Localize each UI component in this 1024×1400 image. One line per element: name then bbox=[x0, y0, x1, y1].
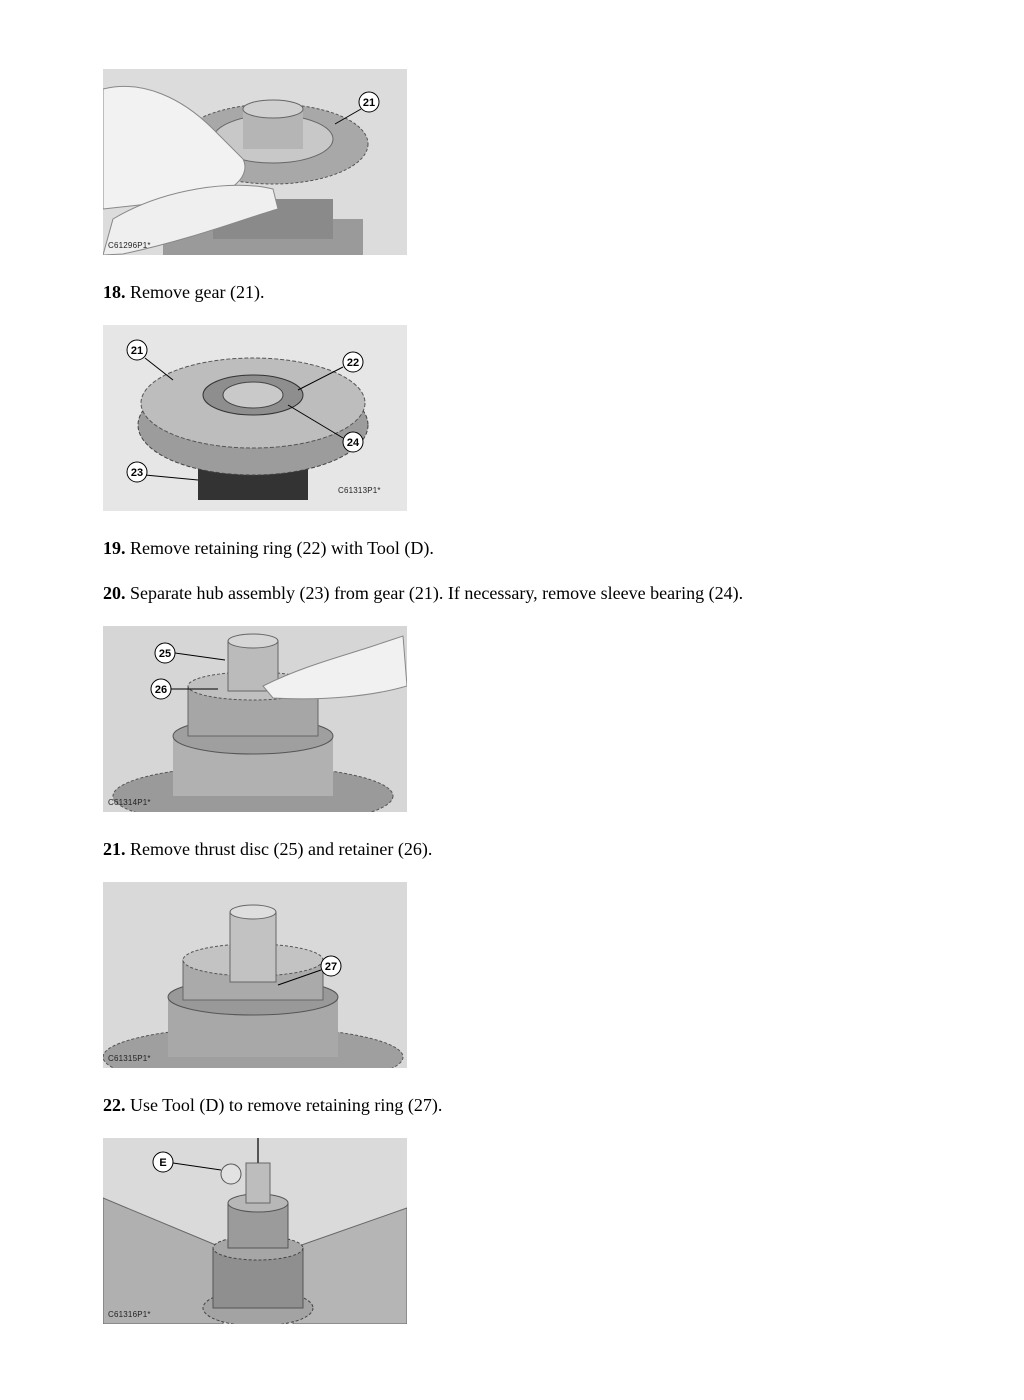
svg-text:E: E bbox=[159, 1157, 167, 1169]
step-22 bbox=[103, 1094, 442, 1116]
step-text: Remove retaining ring (22) with Tool (D). bbox=[125, 538, 434, 558]
figure-gear-hub bbox=[103, 325, 407, 511]
svg-text:24: 24 bbox=[346, 437, 360, 449]
tool-e-illustration bbox=[103, 1138, 407, 1324]
thrust-disc-illustration bbox=[103, 626, 407, 812]
step-number: 20. bbox=[103, 583, 126, 603]
figure-code: C61316P1* bbox=[108, 1310, 151, 1319]
figure-tool-e bbox=[103, 1138, 407, 1324]
step-18 bbox=[103, 281, 264, 303]
step-20 bbox=[103, 582, 743, 604]
step-text: Remove gear (21). bbox=[125, 282, 265, 302]
gear-hub-illustration bbox=[103, 325, 407, 511]
step-number: 18. bbox=[103, 282, 126, 302]
retaining-ring-illustration bbox=[103, 882, 407, 1068]
svg-text:21: 21 bbox=[362, 97, 376, 109]
figure-retaining-ring bbox=[103, 882, 407, 1068]
step-text: Remove thrust disc (25) and retainer (26). bbox=[125, 839, 433, 859]
gear-photo-illustration bbox=[103, 69, 407, 255]
figure-thrust-disc bbox=[103, 626, 407, 812]
svg-text:25: 25 bbox=[158, 648, 172, 660]
step-text: Use Tool (D) to remove retaining ring (27). bbox=[125, 1095, 443, 1115]
figure-code: C61314P1* bbox=[108, 798, 151, 807]
step-21 bbox=[103, 838, 432, 860]
figure-code: C61313P1* bbox=[338, 486, 381, 495]
step-number: 22. bbox=[103, 1095, 126, 1115]
step-number: 21. bbox=[103, 839, 126, 859]
svg-text:21: 21 bbox=[130, 345, 144, 357]
svg-text:26: 26 bbox=[154, 684, 168, 696]
step-text: Separate hub assembly (23) from gear (21). If necessary, remove sleeve bearing (24). bbox=[125, 583, 744, 603]
svg-text:27: 27 bbox=[324, 961, 338, 973]
svg-text:23: 23 bbox=[130, 467, 144, 479]
step-19 bbox=[103, 537, 434, 559]
svg-text:22: 22 bbox=[346, 357, 360, 369]
figure-gear-removal bbox=[103, 69, 407, 255]
figure-code: C61315P1* bbox=[108, 1054, 151, 1063]
figure-code: C61296P1* bbox=[108, 241, 151, 250]
step-number: 19. bbox=[103, 538, 126, 558]
